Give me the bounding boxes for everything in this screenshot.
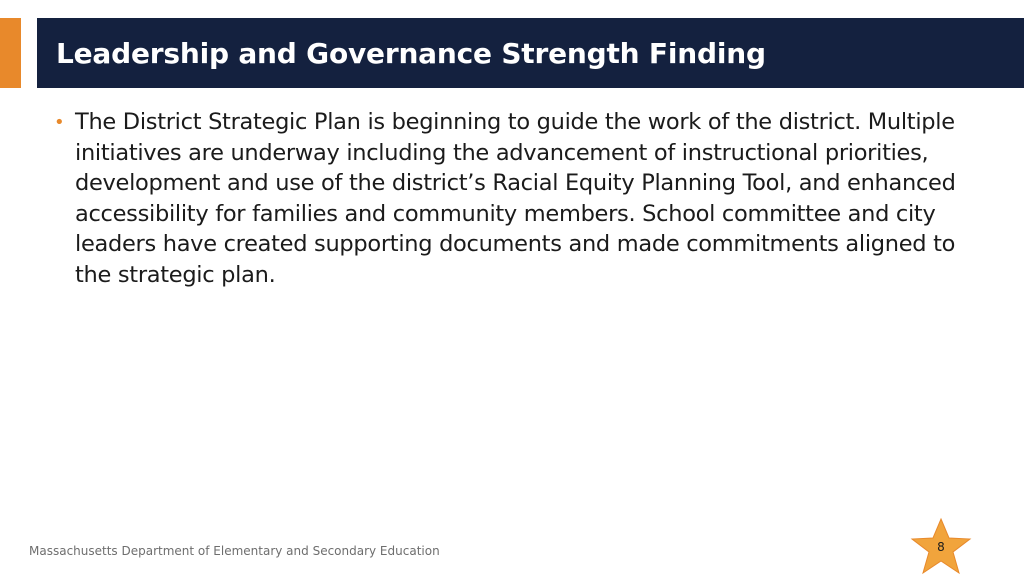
bullet-dot-icon: • — [54, 112, 65, 133]
bullet-text: The District Strategic Plan is beginning to guide the work of the district. Multiple initiatives are underway including the advancement of instructional priorities, development and use of the district’s Racial Equity Planning Tool, and enhanced accessibility for families and community members. School committee and city leaders have created supporting documents and made commitments aligned to the strategic plan. — [75, 109, 956, 288]
footer-organization: Massachusetts Department of Elementary and Secondary Education — [29, 544, 440, 558]
slide-body — [54, 107, 984, 291]
page-number: 8 — [937, 540, 945, 554]
title-bar — [37, 18, 1024, 88]
bullet-item — [54, 107, 984, 291]
title-accent-bar — [0, 18, 21, 88]
slide-title: Leadership and Governance Strength Finding — [56, 36, 766, 70]
